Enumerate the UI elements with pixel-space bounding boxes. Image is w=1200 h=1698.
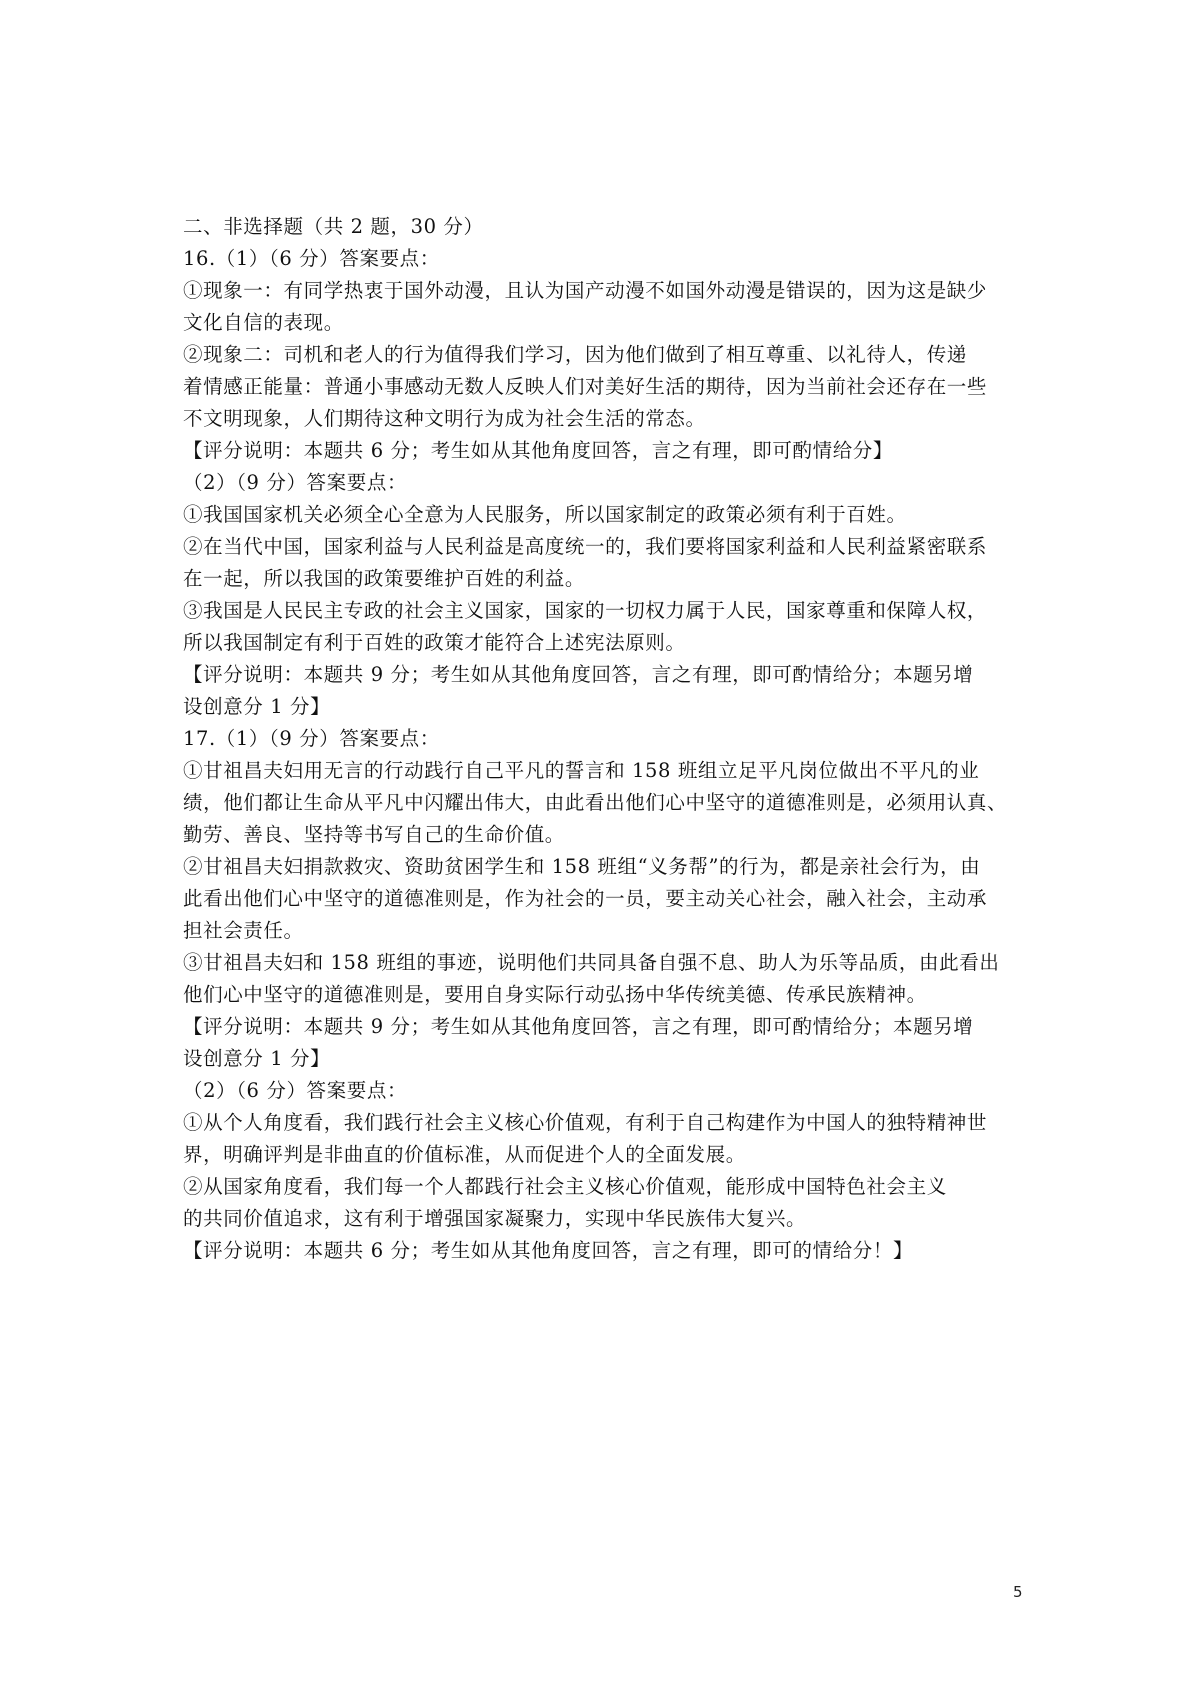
scoring-note: 【评分说明：本题共 6 分；考生如从其他角度回答，言之有理，即可酌情给分】 [183, 439, 894, 462]
text-line: ②在当代中国，国家利益与人民利益是高度统一的，我们要将国家利益和人民利益紧密联系 [183, 535, 988, 558]
text-line: ③我国是人民民主专政的社会主义国家，国家的一切权力属于人民，国家尊重和保障人权， [183, 599, 988, 622]
q17-part1-heading: 17.（1）（9 分）答案要点： [183, 727, 440, 750]
text-line: 在一起，所以我国的政策要维护百姓的利益。 [183, 567, 586, 590]
text-line: 不文明现象，人们期待这种文明行为成为社会生活的常态。 [183, 407, 706, 430]
page-number: 5 [1013, 1583, 1023, 1601]
text-line: 所以我国制定有利于百姓的政策才能符合上述宪法原则。 [183, 631, 686, 654]
answer-key-text [183, 211, 1043, 1267]
q17-part2-heading: （2）（6 分）答案要点： [183, 1079, 408, 1102]
text-line: 文化自信的表现。 [183, 311, 344, 334]
text-line: ①甘祖昌夫妇用无言的行动践行自己平凡的誓言和 158 班组立足平凡岗位做出不平凡的业 [183, 759, 980, 782]
text-line: ②甘祖昌夫妇捐款救灾、资助贫困学生和 158 班组“义务帮”的行为，都是亲社会行为，由 [183, 855, 981, 878]
scoring-note: 【评分说明：本题共 9 分；考生如从其他角度回答，言之有理，即可酌情给分；本题另增 [183, 1015, 974, 1038]
scoring-note: 【评分说明：本题共 6 分；考生如从其他角度回答，言之有理，即可的情给分！】 [183, 1239, 914, 1262]
text-line: 此看出他们心中坚守的道德准则是，作为社会的一员，要主动关心社会，融入社会，主动承 [183, 887, 988, 910]
text-line: 界，明确评判是非曲直的价值标准，从而促进个人的全面发展。 [183, 1143, 746, 1166]
text-line: ②从国家角度看，我们每一个人都践行社会主义核心价值观，能形成中国特色社会主义 [183, 1175, 947, 1198]
q16-part2-heading: （2）（9 分）答案要点： [183, 471, 408, 494]
text-line: 着情感正能量：普通小事感动无数人反映人们对美好生活的期待，因为当前社会还存在一些 [183, 375, 988, 398]
text-line: ③甘祖昌夫妇和 158 班组的事迹，说明他们共同具备自强不息、助人为乐等品质，由此看出 [183, 951, 1000, 974]
scoring-note: 设创意分 1 分】 [183, 1047, 331, 1070]
text-line: 他们心中坚守的道德准则是，要用自身实际行动弘扬中华传统美德、传承民族精神。 [183, 983, 927, 1006]
text-line: 的共同价值追求，这有利于增强国家凝聚力，实现中华民族伟大复兴。 [183, 1207, 807, 1230]
scoring-note: 【评分说明：本题共 9 分；考生如从其他角度回答，言之有理，即可酌情给分；本题另增 [183, 663, 974, 686]
section-heading: 二、非选择题（共 2 题，30 分） [183, 215, 484, 238]
text-line: ①我国国家机关必须全心全意为人民服务，所以国家制定的政策必须有利于百姓。 [183, 503, 907, 526]
q16-part1-heading: 16.（1）（6 分）答案要点： [183, 247, 440, 270]
text-line: ①现象一：有同学热衷于国外动漫，且认为国产动漫不如国外动漫是错误的，因为这是缺少 [183, 279, 988, 302]
text-line: ①从个人角度看，我们践行社会主义核心价值观，有利于自己构建作为中国人的独特精神世 [183, 1111, 988, 1134]
scoring-note: 设创意分 1 分】 [183, 695, 331, 718]
text-line: ②现象二：司机和老人的行为值得我们学习，因为他们做到了相互尊重、以礼待人，传递 [183, 343, 967, 366]
text-line: 绩，他们都让生命从平凡中闪耀出伟大，由此看出他们心中坚守的道德准则是，必须用认真、 [183, 791, 1008, 814]
text-line: 勤劳、善良、坚持等书写自己的生命价值。 [183, 823, 565, 846]
text-line: 担社会责任。 [183, 919, 304, 942]
